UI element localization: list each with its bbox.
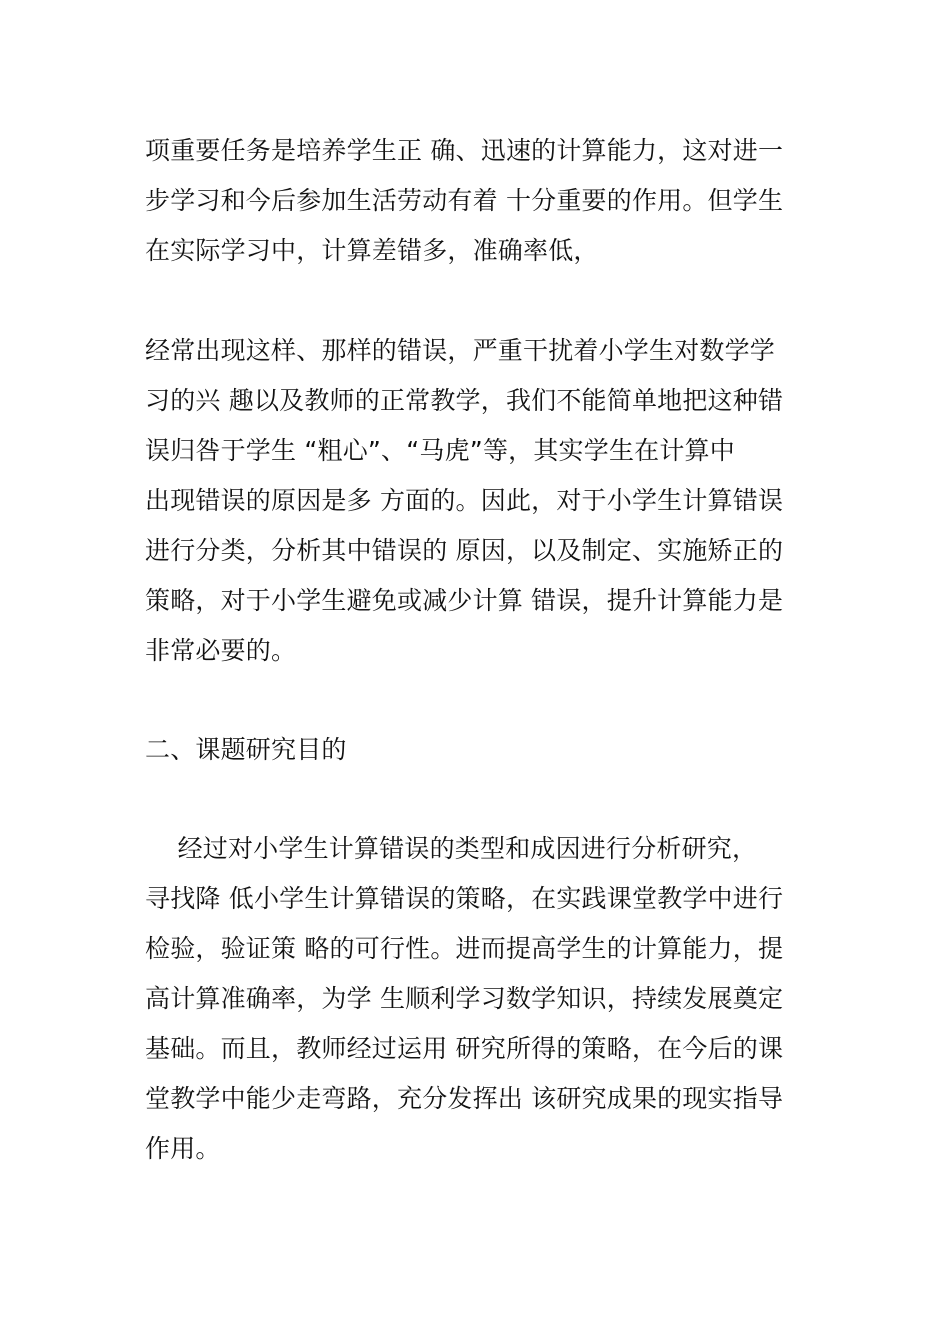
text-line: 检验，验证策 略的可行性。进而提高学生的计算能力，提	[145, 934, 784, 963]
text-line: 误归咎于学生 “粗心”、“马虎”等，其实学生在计算中	[145, 436, 735, 465]
text-line: 经过对小学生计算错误的类型和成因进行分析研究，	[145, 834, 758, 863]
text-line: 基础。而且，教师经过运用 研究所得的策略，在今后的课	[145, 1034, 784, 1063]
text-line: 堂教学中能少走弯路，充分发挥出 该研究成果的现实指导	[145, 1084, 784, 1113]
text-line: 非常必要的。	[145, 636, 297, 665]
section-heading: 二、课题研究目的	[145, 735, 347, 764]
text-line: 进行分类，分析其中错误的 原因，以及制定、实施矫正的	[145, 536, 784, 565]
text-line: 项重要任务是培养学生正 确、迅速的计算能力，这对进一	[145, 136, 784, 165]
text-line: 寻找降 低小学生计算错误的策略，在实践课堂教学中进行	[145, 884, 784, 913]
text-line: 高计算准确率，为学 生顺利学习数学知识，持续发展奠定	[145, 984, 784, 1013]
text-line: 经常出现这样、那样的错误，严重干扰着小学生对数学学	[145, 336, 776, 365]
text-line: 出现错误的原因是多 方面的。因此，对于小学生计算错误	[145, 486, 784, 515]
text-line: 在实际学习中，计算差错多，准确率低，	[145, 236, 599, 265]
text-line: 步学习和今后参加生活劳动有着 十分重要的作用。但学生	[145, 186, 784, 215]
text-line: 习的兴 趣以及教师的正常教学，我们不能简单地把这种错	[145, 386, 784, 415]
text-line: 策略，对于小学生避免或减少计算 错误，提升计算能力是	[145, 586, 784, 615]
text-line: 作用。	[145, 1134, 221, 1163]
